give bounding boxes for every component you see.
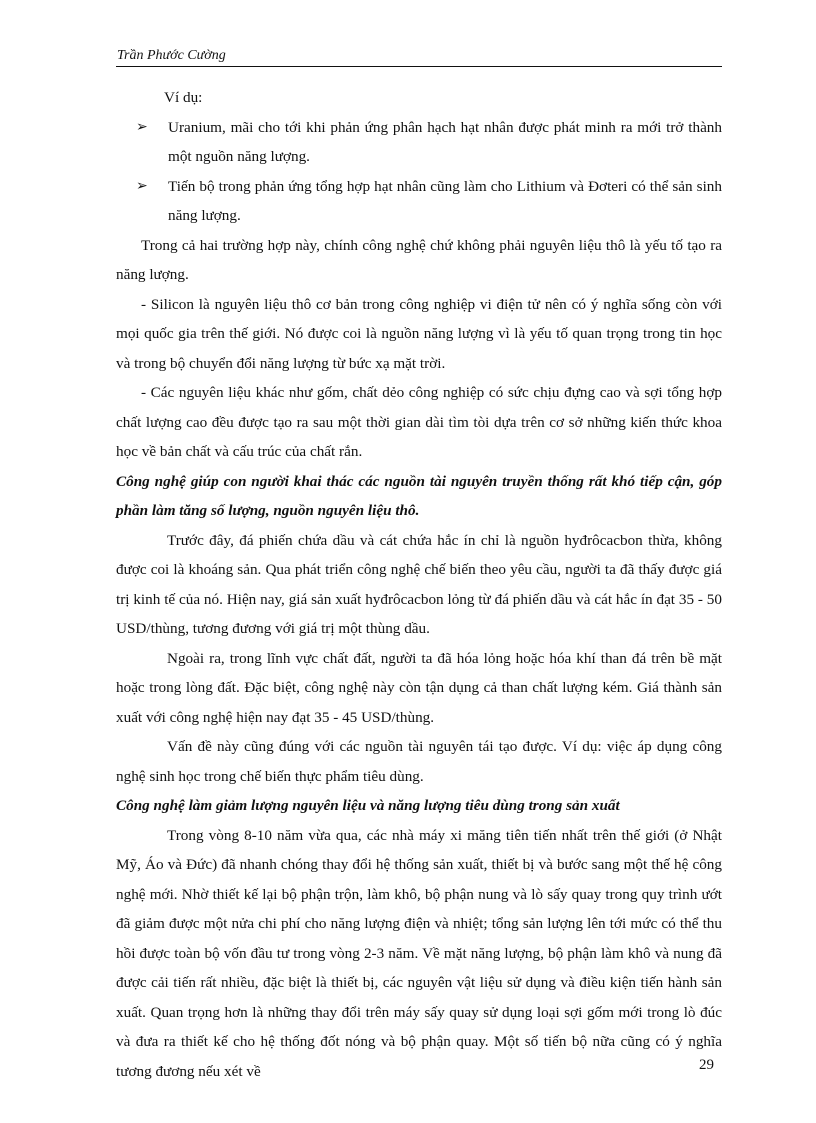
header-divider <box>116 66 722 67</box>
paragraph: - Các nguyên liệu khác như gốm, chất dẻo công nghiệp có sức chịu đựng cao và sợi tổng hợp chất lượng cao đều được tạo ra sau một thời gian dài tìm tòi dựa trên cơ sở những kiến thức khoa học về bản chất và cấu trúc của chất rắn. <box>116 384 722 460</box>
bullet-item-uranium <box>116 113 722 172</box>
paragraph: Vấn đề này cũng đúng với các nguồn tài nguyên tái tạo được. Ví dụ: việc áp dụng công nghệ sinh học trong chế biến thực phẩm tiêu dùng. <box>116 738 722 785</box>
arrow-bullet-icon: ➢ <box>136 118 148 135</box>
page-number: 29 <box>699 1057 714 1073</box>
bullet-item-lithium <box>116 172 722 231</box>
bullet-text: Tiến bộ trong phản ứng tổng hợp hạt nhân cũng làm cho Lithium và Đơteri có thể sản sinh năng lượng. <box>168 177 722 224</box>
paragraph: - Silicon là nguyên liệu thô cơ bản trong công nghiệp vi điện tử nên có ý nghĩa sống còn với mọi quốc gia trên thế giới. Nó được coi là nguồn năng lượng vì là yếu tố quan trọng trong tin học và trong bộ chuyển đổi năng lượng từ bức xạ mặt trời. <box>116 295 722 372</box>
bullet-text: Uranium, mãi cho tới khi phản ứng phân hạch hạt nhân được phát minh ra mới trở thành một nguồn năng lượng. <box>168 118 722 165</box>
paragraph: Trước đây, đá phiến chứa dầu và cát chứa hắc ín chỉ là nguồn hyđrôcacbon thừa, không được coi là khoáng sản. Qua phát triển công nghệ chế biến theo yêu cầu, người ta đã thấy được giá trị kinh tế của nó. Hiện nay, giá sản xuất hyđrôcacbon lỏng từ đá phiến dầu và cát hắc ín đạt 35 - 50 USD/thùng, tương đương với giá trị một thùng dầu. <box>116 531 722 637</box>
paragraph: Trong vòng 8-10 năm vừa qua, các nhà máy xi măng tiên tiến nhất trên thế giới (ở Nhật Mỹ, Áo và Đức) đã nhanh chóng thay đổi hệ thống sản xuất, thiết bị và bước sang một thế hệ công nghệ mới. Nhờ thiết kế lại bộ phận trộn, làm khô, bộ phận nung và lò sấy quay trong quy trình ướt đã giảm được một nửa chi phí cho năng lượng điện và nhiệt; tổng sản lượng lên tới mức có thể thu hồi được toàn bộ vốn đầu tư trong vòng 2-3 năm. Về mặt năng lượng, bộ phận làm khô và nung đã được cải tiến rất nhiều, đặc biệt là thiết bị, các nguyên vật liệu sử dụng và điều kiện tiến hành sản xuất. Quan trọng hơn là những thay đổi trên máy sấy quay sử dụng loại sợi gốm mới trong lò đúc và đưa ra thiết kế cho hệ thống đốt nóng và bộ phận quay. Một số tiến bộ nữa cũng có ý nghĩa tương đương nếu xét về <box>116 826 722 1080</box>
paragraph: Trong cả hai trường hợp này, chính công nghệ chứ không phải nguyên liệu thô là yếu tố tạo ra năng lượng. <box>116 236 722 283</box>
arrow-bullet-icon: ➢ <box>136 177 148 194</box>
header-author: Trần Phước Cường <box>117 48 226 63</box>
page-content <box>116 83 722 1086</box>
paragraph: Ngoài ra, trong lĩnh vực chất đất, người ta đã hóa lỏng hoặc hóa khí than đá trên bề mặt hoặc trong lòng đất. Đặc biệt, công nghệ này còn tận dụng cả than chất lượng kém. Giá thành sản xuất với công nghệ hiện nay đạt 35 - 45 USD/thùng. <box>116 649 722 726</box>
section-heading: Công nghệ giúp con người khai thác các nguồn tài nguyên truyền thống rất khó tiếp cận, góp phần làm tăng số lượng, nguồn nguyên liệu thô. <box>116 472 722 519</box>
section-heading: Công nghệ làm giảm lượng nguyên liệu và năng lượng tiêu dùng trong sản xuất <box>116 797 620 814</box>
example-label: Ví dụ: <box>164 89 203 106</box>
